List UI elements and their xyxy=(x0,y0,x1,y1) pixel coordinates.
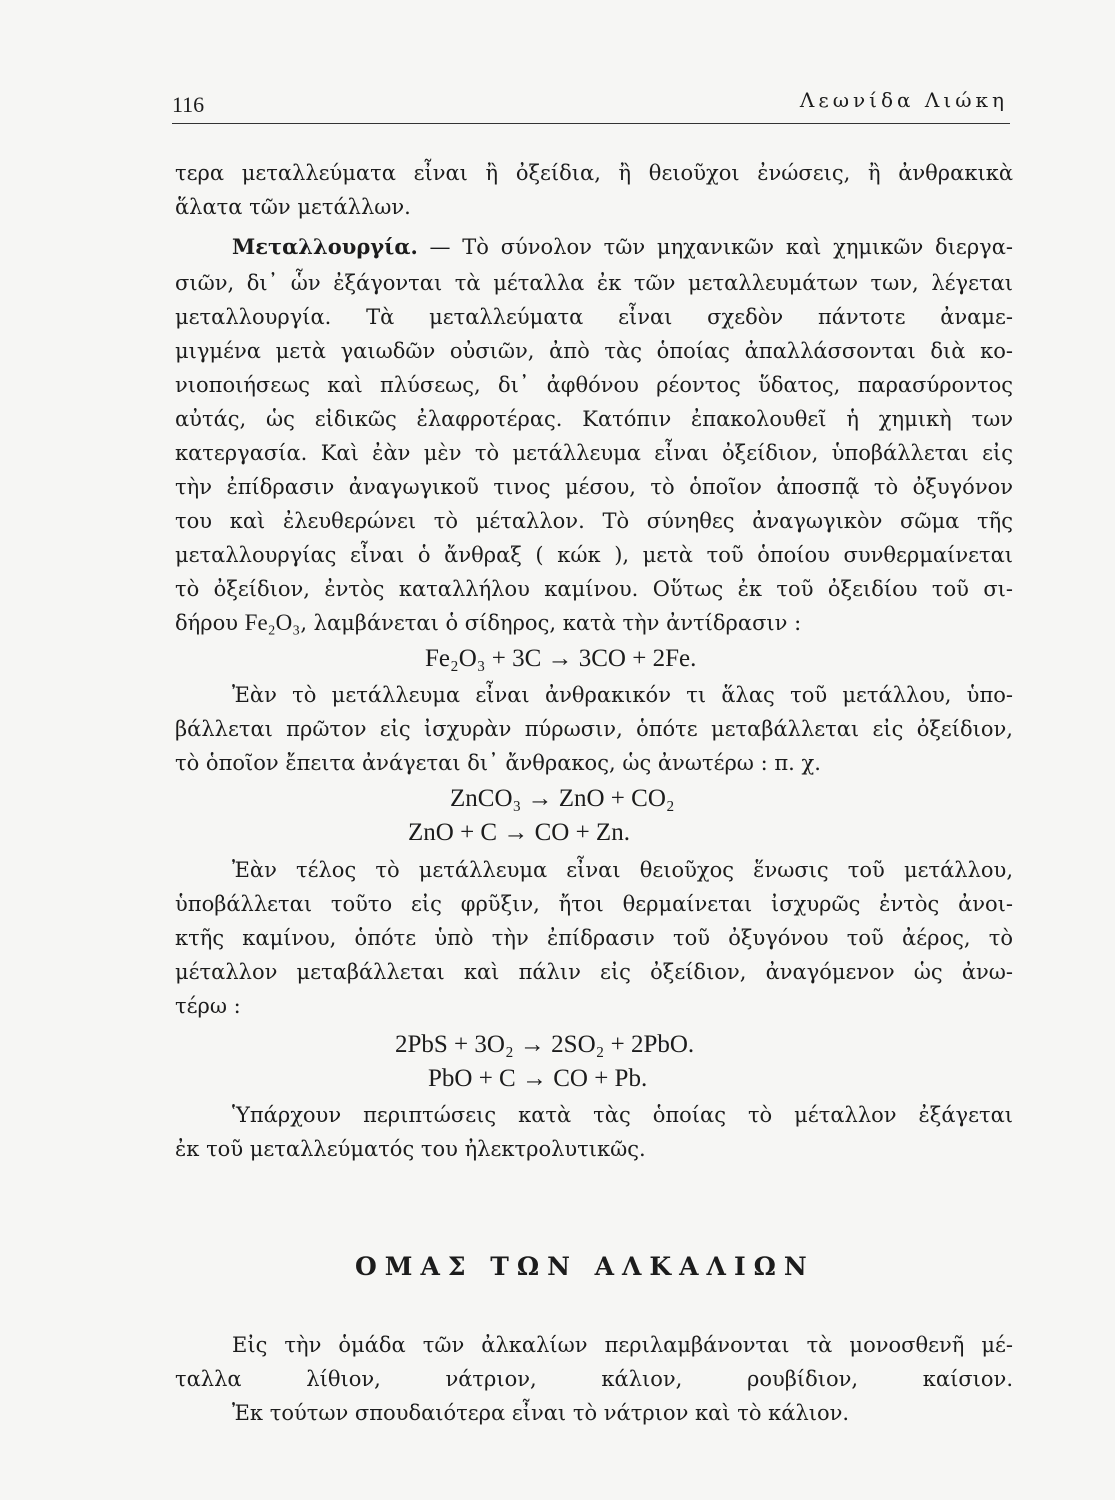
text-line: βάλλεται πρῶτον εἰς ἰσχυρὰν πύρωσιν, ὁπότε μεταβάλλεται εἰς ὀξείδιον, xyxy=(175,717,1013,741)
page-number: 116 xyxy=(172,92,205,117)
section-heading: ΟΜΑΣ ΤΩΝ ΑΛΚΑΛΙΩΝ xyxy=(355,1252,815,1281)
text-span: , λαμβάνεται ὁ σίδηρος, κατὰ τὴν ἀντίδρασιν : xyxy=(300,611,802,635)
text-line xyxy=(175,608,1013,638)
text-line: ὑποβάλλεται τοῦτο εἰς φρῦξιν, ἤτοι θερμαίνεται ἰσχυρῶς ἐντὸς ἀνοι- xyxy=(175,892,1013,916)
equation: ZnO + C → CO + Zn. xyxy=(408,819,630,846)
text-span: — Τὸ σύνολον τῶν μηχανικῶν καὶ χημικῶν διεργα- xyxy=(417,235,1013,259)
text-line: τὸ ὀξείδιον, ἐντὸς καταλλήλου καμίνου. Οὕτως ἐκ τοῦ ὀξειδίου τοῦ σι- xyxy=(175,577,1013,601)
equation: Fe₂O₃ + 3C → 3CO + 2Fe. xyxy=(425,645,697,672)
text-line: Εἰς τὴν ὁμάδα τῶν ἀλκαλίων περιλαμβάνονται τὰ μονοσθενῆ μέ- xyxy=(232,1333,1013,1357)
text-line: αὐτάς, ὡς εἰδικῶς ἐλαφροτέρας. Κατόπιν ἐπακολουθεῖ ἡ χημικὴ των xyxy=(175,407,1013,431)
text-line: τέρω : xyxy=(175,994,241,1018)
equation: 2PbS + 3O₂ → 2SO₂ + 2PbO. xyxy=(395,1031,695,1058)
metallurgy-heading: Μεταλλουργία. xyxy=(232,234,418,259)
text-line: μέταλλον μεταβάλλεται καὶ πάλιν εἰς ὀξείδιον, ἀναγόμενον ὡς ἀνω- xyxy=(175,960,1013,984)
equation: ZnCO₃ → ZnO + CO₂ xyxy=(450,785,675,812)
paragraph-heading-line xyxy=(232,232,1013,262)
text-line: ταλλα λίθιον, νάτριον, κάλιον, ρουβίδιον, καίσιον. xyxy=(175,1367,1013,1391)
text-line: τὸ ὁποῖον ἔπειτα ἀνάγεται δι᾽ ἄνθρακος, ὡς ἀνωτέρω : π. χ. xyxy=(175,751,821,775)
text-line: σιῶν, δι᾽ ὧν ἐξάγονται τὰ μέταλλα ἐκ τῶν μεταλλευμάτων των, λέγεται xyxy=(175,271,1013,295)
text-line: ἅλατα τῶν μετάλλων. xyxy=(175,195,411,219)
running-head: Λεωνίδα Λιώκη xyxy=(799,88,1008,112)
text-line: μεταλλουργίας εἶναι ὁ ἄνθραξ ( κώκ ), μετὰ τοῦ ὁποίου συνθερμαίνεται xyxy=(175,543,1013,567)
text-line: μεταλλουργία. Τὰ μεταλλεύματα εἶναι σχεδὸν πάντοτε ἀναμε- xyxy=(175,305,1013,329)
text-line: ἐκ τοῦ μεταλλεύματός του ἠλεκτρολυτικῶς. xyxy=(175,1137,646,1161)
formula: Fe₂O₃ xyxy=(244,610,301,635)
text-line: του καὶ ἐλευθερώνει τὸ μέταλλον. Τὸ σύνηθες ἀναγωγικὸν σῶμα τῆς xyxy=(175,509,1013,533)
text-line: Ἐὰν τέλος τὸ μετάλλευμα εἶναι θειοῦχος ἕνωσις τοῦ μετάλλου, xyxy=(232,858,1013,882)
header-rule xyxy=(172,123,1010,124)
text-line: μιγμένα μετὰ γαιωδῶν οὐσιῶν, ἀπὸ τὰς ὁποίας ἀπαλλάσσονται διὰ κο- xyxy=(175,339,1013,363)
text-line: κτῆς καμίνου, ὁπότε ὑπὸ τὴν ἐπίδρασιν τοῦ ὀξυγόνου τοῦ ἀέρος, τὸ xyxy=(175,926,1013,950)
text-line: κατεργασία. Καὶ ἐὰν μὲν τὸ μετάλλευμα εἶναι ὀξείδιον, ὑποβάλλεται εἰς xyxy=(175,441,1013,465)
text-line: Ἐκ τούτων σπουδαιότερα εἶναι τὸ νάτριον καὶ τὸ κάλιον. xyxy=(232,1401,850,1425)
text-span: δήρου xyxy=(175,611,245,635)
text-line: τερα μεταλλεύματα εἶναι ἢ ὀξείδια, ἢ θειοῦχοι ἐνώσεις, ἢ ἀνθρακικὰ xyxy=(175,161,1013,185)
text-line: Ὑπάρχουν περιπτώσεις κατὰ τὰς ὁποίας τὸ μέταλλον ἐξάγεται xyxy=(232,1103,1013,1127)
text-line: νιοποιήσεως καὶ πλύσεως, δι᾽ ἀφθόνου ρέοντος ὕδατος, παρασύροντος xyxy=(175,373,1013,397)
text-line: Ἐὰν τὸ μετάλλευμα εἶναι ἀνθρακικόν τι ἅλας τοῦ μετάλλου, ὑπο- xyxy=(232,683,1013,707)
text-line: τὴν ἐπίδρασιν ἀναγωγικοῦ τινος μέσου, τὸ ὁποῖον ἀποσπᾷ τὸ ὀξυγόνον xyxy=(175,475,1013,499)
equation: PbO + C → CO + Pb. xyxy=(428,1065,648,1092)
page-header xyxy=(172,88,1010,118)
